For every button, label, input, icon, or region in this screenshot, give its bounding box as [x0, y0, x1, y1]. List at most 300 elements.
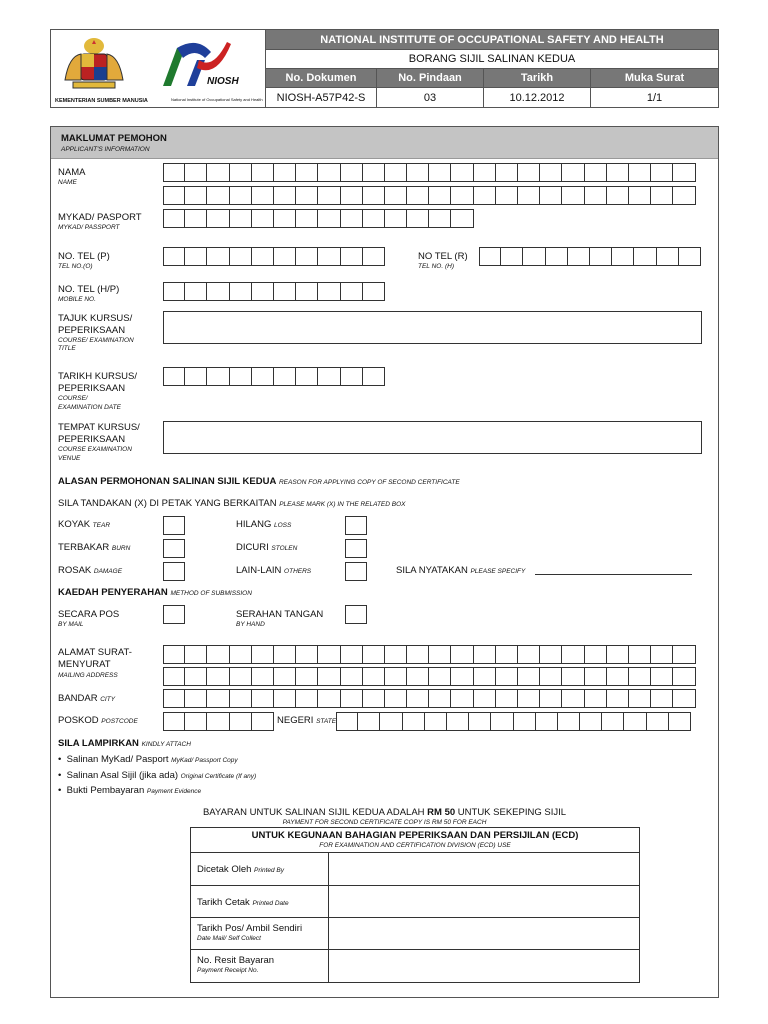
char-box[interactable]: [230, 282, 252, 301]
ecd-row-label-en: Date Mail/ Self Collect: [197, 935, 261, 942]
address-input-row2[interactable]: [163, 667, 696, 686]
char-box[interactable]: [679, 247, 701, 266]
application-form: [50, 126, 719, 998]
attach-item-payment: • Bukti Pembayaran Payment Evidence: [58, 785, 202, 796]
char-box[interactable]: [607, 667, 629, 686]
char-box[interactable]: [496, 689, 518, 708]
method-heading: KAEDAH PENYERAHAN METHOD OF SUBMISSION: [58, 587, 252, 598]
char-box[interactable]: [523, 247, 545, 266]
char-box[interactable]: [491, 712, 513, 731]
char-box[interactable]: [651, 163, 673, 182]
postcode-input[interactable]: [163, 712, 274, 731]
char-box[interactable]: [607, 163, 629, 182]
section-subtitle: APPLICANT'S INFORMATION: [61, 146, 150, 153]
char-box[interactable]: [407, 186, 429, 205]
char-box[interactable]: [669, 712, 691, 731]
address-label-2: MENYURAT: [58, 659, 111, 670]
reason-specify-line[interactable]: [535, 574, 692, 575]
reason-loss-label: HILANG LOSS: [236, 519, 292, 530]
reason-tear-label: KOYAK TEAR: [58, 519, 111, 530]
col-page: Muka Surat: [590, 69, 718, 87]
char-box[interactable]: [407, 163, 429, 182]
char-box[interactable]: [518, 645, 540, 664]
char-box[interactable]: [607, 645, 629, 664]
char-box[interactable]: [407, 645, 429, 664]
char-box[interactable]: [602, 712, 624, 731]
char-box[interactable]: [296, 186, 318, 205]
char-box[interactable]: [540, 645, 562, 664]
method-mail-checkbox[interactable]: [163, 605, 185, 624]
char-box[interactable]: [380, 712, 402, 731]
col-revision: No. Pindaan: [376, 69, 483, 87]
char-box[interactable]: [425, 712, 447, 731]
char-box[interactable]: [318, 186, 340, 205]
venue-label-en-2: VENUE: [58, 455, 81, 462]
char-box[interactable]: [252, 209, 274, 228]
char-box[interactable]: [274, 163, 296, 182]
char-box[interactable]: [474, 645, 496, 664]
reason-tear-checkbox[interactable]: [163, 516, 185, 535]
course-date-label-en-1: COURSE/: [58, 395, 88, 402]
char-box[interactable]: [207, 667, 229, 686]
course-title-label-2: PEPERIKSAAN: [58, 325, 126, 336]
char-box[interactable]: [518, 689, 540, 708]
char-box[interactable]: [185, 712, 207, 731]
ecd-row-label: Tarikh Cetak Printed Date: [197, 897, 289, 908]
char-box[interactable]: [207, 282, 229, 301]
char-box[interactable]: [185, 645, 207, 664]
char-box[interactable]: [673, 645, 695, 664]
char-box[interactable]: [429, 667, 451, 686]
niosh-logo-text: NIOSH: [207, 76, 239, 87]
char-box[interactable]: [207, 163, 229, 182]
char-box[interactable]: [163, 247, 185, 266]
char-box[interactable]: [429, 163, 451, 182]
char-box[interactable]: [230, 712, 252, 731]
char-box[interactable]: [624, 712, 646, 731]
payment-note: BAYARAN UNTUK SALINAN SIJIL KEDUA ADALAH RM 50 UNTUK SEKEPING SIJIL: [202, 807, 567, 818]
char-box[interactable]: [363, 689, 385, 708]
char-box[interactable]: [296, 667, 318, 686]
form-title: BORANG SIJIL SALINAN KEDUA: [408, 53, 576, 65]
tel-office-label-en: TEL NO.(O): [58, 263, 93, 270]
char-box[interactable]: [451, 186, 473, 205]
course-title-label-1: TAJUK KURSUS/: [58, 313, 133, 324]
char-box[interactable]: [474, 163, 496, 182]
tel-office-label: NO. TEL (P): [58, 251, 110, 262]
col-date: Tarikh: [483, 69, 590, 87]
char-box[interactable]: [341, 367, 363, 386]
ecd-row-label-en: Payment Receipt No.: [197, 967, 259, 974]
char-box[interactable]: [403, 712, 425, 731]
course-date-label-2: PEPERIKSAAN: [58, 383, 126, 394]
reason-heading: ALASAN PERMOHONAN SALINAN SIJIL KEDUA REASON FOR APPLYING COPY OF SECOND CERTIFICATE: [58, 476, 460, 487]
char-box[interactable]: [474, 667, 496, 686]
char-box[interactable]: [296, 282, 318, 301]
char-box[interactable]: [540, 689, 562, 708]
char-box[interactable]: [451, 163, 473, 182]
char-box[interactable]: [474, 186, 496, 205]
ecd-printed-by-input[interactable]: [330, 853, 639, 885]
payment-note-en: PAYMENT FOR SECOND CERTIFICATE COPY IS RM 50 FOR EACH: [282, 819, 487, 826]
char-box[interactable]: [252, 712, 274, 731]
venue-label-en-1: COURSE EXAMINATION: [58, 446, 132, 453]
char-box[interactable]: [518, 163, 540, 182]
char-box[interactable]: [274, 645, 296, 664]
char-box[interactable]: [651, 667, 673, 686]
char-box[interactable]: [363, 645, 385, 664]
char-box[interactable]: [479, 247, 501, 266]
char-box[interactable]: [540, 667, 562, 686]
state-input[interactable]: [336, 712, 691, 731]
char-box[interactable]: [163, 186, 185, 205]
char-box[interactable]: [501, 247, 523, 266]
char-box[interactable]: [163, 667, 185, 686]
char-box[interactable]: [163, 209, 185, 228]
reason-stolen-label: DICURI STOLEN: [236, 542, 298, 553]
postcode-label: POSKOD POSTCODE: [58, 715, 138, 726]
char-box[interactable]: [407, 209, 429, 228]
char-box[interactable]: [274, 209, 296, 228]
section-bar: [51, 127, 718, 159]
doc-no-value: NIOSH-A57P42-S: [276, 91, 366, 104]
course-title-label-en-1: COURSE/ EXAMINATION: [58, 337, 134, 344]
char-box[interactable]: [607, 186, 629, 205]
venue-label-1: TEMPAT KURSUS/: [58, 422, 140, 433]
char-box[interactable]: [252, 367, 274, 386]
char-box[interactable]: [518, 186, 540, 205]
char-box[interactable]: [363, 282, 385, 301]
date-value: 10.12.2012: [483, 88, 590, 107]
char-box[interactable]: [568, 247, 590, 266]
logo-area: [51, 30, 266, 107]
char-box[interactable]: [363, 186, 385, 205]
reason-damage-label: ROSAK DAMAGE: [58, 565, 123, 576]
char-box[interactable]: [296, 209, 318, 228]
char-box[interactable]: [341, 209, 363, 228]
niosh-logo-subtitle: National Institute of Occupational Safety and Health: [171, 97, 263, 102]
char-box[interactable]: [336, 712, 358, 731]
ministry-name: KEMENTERIAN SUMBER MANUSIA: [55, 98, 148, 104]
char-box[interactable]: [363, 247, 385, 266]
char-box[interactable]: [657, 247, 679, 266]
section-title: MAKLUMAT PEMOHON: [61, 133, 167, 144]
tel-home-label-en: TEL NO. (H): [418, 263, 454, 270]
char-box[interactable]: [163, 163, 185, 182]
ecd-row-label: No. Resit Bayaran: [197, 955, 275, 966]
reason-burn-label: TERBAKAR BURN: [58, 542, 131, 553]
char-box[interactable]: [230, 163, 252, 182]
char-box[interactable]: [585, 689, 607, 708]
ecd-printed-date-input[interactable]: [330, 886, 639, 917]
char-box[interactable]: [536, 712, 558, 731]
char-box[interactable]: [363, 163, 385, 182]
char-box[interactable]: [496, 667, 518, 686]
char-box[interactable]: [318, 282, 340, 301]
char-box[interactable]: [385, 163, 407, 182]
char-box[interactable]: [585, 186, 607, 205]
char-box[interactable]: [407, 689, 429, 708]
venue-input[interactable]: [163, 421, 702, 454]
mykad-input[interactable]: [163, 209, 474, 228]
reason-instruction: SILA TANDAKAN (X) DI PETAK YANG BERKAITAN PLEASE MARK (X) IN THE RELATED BOX: [58, 498, 406, 509]
char-box[interactable]: [585, 645, 607, 664]
char-box[interactable]: [252, 186, 274, 205]
char-box[interactable]: [252, 282, 274, 301]
char-box[interactable]: [474, 689, 496, 708]
char-box[interactable]: [514, 712, 536, 731]
malaysia-crest-icon: [59, 34, 129, 94]
name-label-en: NAME: [58, 179, 77, 186]
char-box[interactable]: [496, 645, 518, 664]
char-box[interactable]: [341, 186, 363, 205]
col-doc-no: No. Dokumen: [285, 72, 357, 84]
char-box[interactable]: [230, 186, 252, 205]
char-box[interactable]: [451, 667, 473, 686]
char-box[interactable]: [580, 712, 602, 731]
state-label: NEGERI STATE: [277, 715, 337, 726]
char-box[interactable]: [252, 667, 274, 686]
char-box[interactable]: [318, 367, 340, 386]
char-box[interactable]: [296, 367, 318, 386]
course-title-label-en-2: TITLE: [58, 345, 76, 352]
mykad-label-en: MYKAD/ PASSPORT: [58, 224, 120, 231]
address-label-1: ALAMAT SURAT-: [58, 647, 132, 658]
revision-value: 03: [376, 88, 483, 107]
char-box[interactable]: [385, 186, 407, 205]
tel-home-input[interactable]: [479, 247, 701, 266]
char-box[interactable]: [651, 645, 673, 664]
char-box[interactable]: [562, 163, 584, 182]
page-value: 1/1: [590, 88, 718, 107]
char-box[interactable]: [185, 247, 207, 266]
char-box[interactable]: [358, 712, 380, 731]
char-box[interactable]: [207, 186, 229, 205]
char-box[interactable]: [341, 282, 363, 301]
char-box[interactable]: [296, 645, 318, 664]
char-box[interactable]: [274, 186, 296, 205]
char-box[interactable]: [252, 645, 274, 664]
name-input-row2[interactable]: [163, 186, 696, 205]
char-box[interactable]: [341, 689, 363, 708]
char-box[interactable]: [634, 247, 656, 266]
char-box[interactable]: [496, 163, 518, 182]
char-box[interactable]: [546, 247, 568, 266]
char-box[interactable]: [230, 689, 252, 708]
method-mail-label: SECARA POS: [58, 609, 120, 620]
char-box[interactable]: [296, 689, 318, 708]
char-box[interactable]: [612, 247, 634, 266]
char-box[interactable]: [252, 247, 274, 266]
char-box[interactable]: [651, 689, 673, 708]
ecd-row-mail-date: [191, 917, 639, 949]
course-date-input[interactable]: [163, 367, 385, 386]
char-box[interactable]: [274, 667, 296, 686]
char-box[interactable]: [673, 186, 695, 205]
char-box[interactable]: [318, 163, 340, 182]
char-box[interactable]: [651, 186, 673, 205]
char-box[interactable]: [385, 209, 407, 228]
char-box[interactable]: [469, 712, 491, 731]
char-box[interactable]: [673, 689, 695, 708]
char-box[interactable]: [363, 367, 385, 386]
reason-others-label: LAIN-LAIN OTHERS: [236, 565, 312, 576]
char-box[interactable]: [629, 186, 651, 205]
char-box[interactable]: [274, 689, 296, 708]
ecd-row-label: Tarikh Pos/ Ambil Sendiri: [197, 923, 303, 934]
char-box[interactable]: [341, 645, 363, 664]
char-box[interactable]: [207, 209, 229, 228]
ecd-mail-date-input[interactable]: [330, 918, 639, 949]
ecd-row-label: Dicetak Oleh Printed By: [197, 864, 285, 875]
char-box[interactable]: [274, 247, 296, 266]
char-box[interactable]: [629, 667, 651, 686]
char-box[interactable]: [590, 247, 612, 266]
tel-office-input[interactable]: [163, 247, 385, 266]
tel-home-label: NO TEL (R): [418, 251, 468, 262]
char-box[interactable]: [207, 712, 229, 731]
char-box[interactable]: [318, 209, 340, 228]
char-box[interactable]: [230, 667, 252, 686]
char-box[interactable]: [230, 209, 252, 228]
char-box[interactable]: [429, 645, 451, 664]
char-box[interactable]: [185, 689, 207, 708]
char-box[interactable]: [562, 689, 584, 708]
char-box[interactable]: [429, 689, 451, 708]
char-box[interactable]: [341, 667, 363, 686]
char-box[interactable]: [496, 186, 518, 205]
course-date-label-1: TARIKH KURSUS/: [58, 371, 138, 382]
char-box[interactable]: [163, 689, 185, 708]
char-box[interactable]: [558, 712, 580, 731]
char-box[interactable]: [207, 689, 229, 708]
reason-loss-checkbox[interactable]: [345, 516, 367, 535]
tel-mobile-input[interactable]: [163, 282, 385, 301]
char-box[interactable]: [562, 186, 584, 205]
reason-specify-label: SILA NYATAKAN PLEASE SPECIFY: [396, 565, 526, 576]
form-header: [50, 29, 719, 108]
char-box[interactable]: [207, 645, 229, 664]
name-input-row1[interactable]: [163, 163, 696, 182]
char-box[interactable]: [385, 645, 407, 664]
char-box[interactable]: [274, 282, 296, 301]
char-box[interactable]: [318, 667, 340, 686]
attach-item-certificate: • Salinan Asal Sijil (jika ada) Original Certificate (If any): [58, 770, 257, 781]
attach-item-mykad: • Salinan MyKad/ Pasport MyKad/ Passport Copy: [58, 754, 238, 765]
char-box[interactable]: [451, 689, 473, 708]
ecd-title-en: FOR EXAMINATION AND CERTIFICATION DIVISION (ECD) USE: [319, 842, 511, 849]
name-label: NAMA: [58, 167, 86, 178]
char-box[interactable]: [429, 186, 451, 205]
char-box[interactable]: [274, 367, 296, 386]
char-box[interactable]: [185, 186, 207, 205]
char-box[interactable]: [318, 645, 340, 664]
char-box[interactable]: [540, 163, 562, 182]
ecd-receipt-no-input[interactable]: [330, 950, 639, 982]
char-box[interactable]: [607, 689, 629, 708]
course-date-label-en-2: EXAMINATION DATE: [58, 404, 121, 411]
char-box[interactable]: [562, 667, 584, 686]
char-box[interactable]: [451, 645, 473, 664]
method-hand-checkbox[interactable]: [345, 605, 367, 624]
char-box[interactable]: [185, 367, 207, 386]
char-box[interactable]: [518, 667, 540, 686]
char-box[interactable]: [629, 163, 651, 182]
char-box[interactable]: [673, 163, 695, 182]
char-box[interactable]: [163, 645, 185, 664]
method-hand-label-en: BY HAND: [236, 621, 265, 628]
char-box[interactable]: [318, 689, 340, 708]
address-input-row1[interactable]: [163, 645, 696, 664]
reason-damage-checkbox[interactable]: [163, 562, 185, 581]
reason-burn-checkbox[interactable]: [163, 539, 185, 558]
char-box[interactable]: [252, 163, 274, 182]
attach-heading: SILA LAMPIRKAN KINDLY ATTACH: [58, 738, 191, 749]
char-box[interactable]: [318, 247, 340, 266]
ecd-use-table: [190, 827, 640, 983]
course-title-input[interactable]: [163, 311, 702, 344]
char-box[interactable]: [207, 367, 229, 386]
char-box[interactable]: [230, 645, 252, 664]
char-box[interactable]: [407, 667, 429, 686]
city-input[interactable]: [163, 689, 696, 708]
address-label-en: MAILING ADDRESS: [58, 672, 118, 679]
char-box[interactable]: [363, 209, 385, 228]
char-box[interactable]: [296, 247, 318, 266]
char-box[interactable]: [647, 712, 669, 731]
char-box[interactable]: [296, 163, 318, 182]
char-box[interactable]: [429, 209, 451, 228]
char-box[interactable]: [585, 163, 607, 182]
char-box[interactable]: [252, 689, 274, 708]
char-box[interactable]: [585, 667, 607, 686]
char-box[interactable]: [629, 689, 651, 708]
char-box[interactable]: [230, 367, 252, 386]
char-box[interactable]: [341, 163, 363, 182]
char-box[interactable]: [451, 209, 473, 228]
reason-others-checkbox[interactable]: [345, 562, 367, 581]
char-box[interactable]: [562, 645, 584, 664]
char-box[interactable]: [230, 247, 252, 266]
char-box[interactable]: [207, 247, 229, 266]
char-box[interactable]: [163, 282, 185, 301]
tel-mobile-label-en: MOBILE NO.: [58, 296, 96, 303]
ecd-title: UNTUK KEGUNAAN BAHAGIAN PEPERIKSAAN DAN PERSIJILAN (ECD): [251, 830, 579, 841]
char-box[interactable]: [185, 667, 207, 686]
ecd-row-receipt-no: [191, 949, 639, 982]
char-box[interactable]: [363, 667, 385, 686]
char-box[interactable]: [385, 667, 407, 686]
tel-mobile-label: NO. TEL (H/P): [58, 284, 120, 295]
char-box[interactable]: [540, 186, 562, 205]
char-box[interactable]: [447, 712, 469, 731]
char-box[interactable]: [385, 689, 407, 708]
char-box[interactable]: [673, 667, 695, 686]
char-box[interactable]: [341, 247, 363, 266]
method-mail-label-en: BY MAIL: [58, 621, 84, 628]
mykad-label: MYKAD/ PASPORT: [58, 212, 142, 223]
char-box[interactable]: [629, 645, 651, 664]
char-box[interactable]: [185, 282, 207, 301]
char-box[interactable]: [163, 712, 185, 731]
reason-stolen-checkbox[interactable]: [345, 539, 367, 558]
char-box[interactable]: [185, 163, 207, 182]
venue-label-2: PEPERIKSAAN: [58, 434, 126, 445]
ecd-row-printed-by: [191, 852, 639, 885]
char-box[interactable]: [163, 367, 185, 386]
ecd-row-printed-date: [191, 885, 639, 917]
char-box[interactable]: [185, 209, 207, 228]
